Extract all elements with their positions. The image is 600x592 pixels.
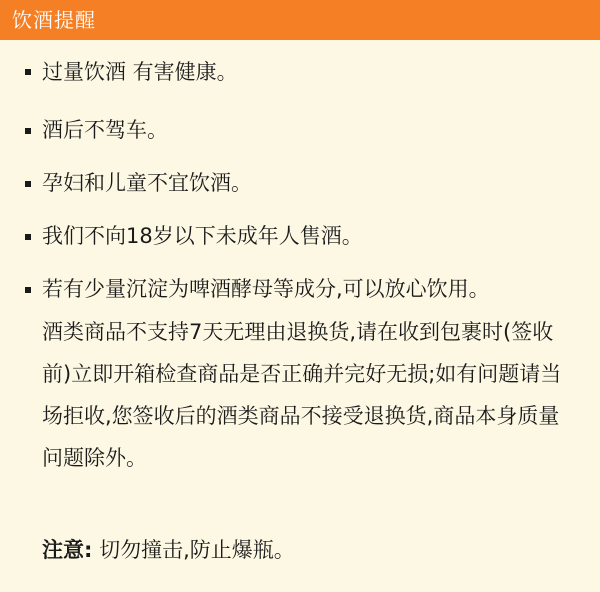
list-item-text: 我们不向18岁以下未成年人售酒。 — [42, 224, 363, 248]
return-policy-paragraph — [42, 311, 592, 479]
list-item — [0, 263, 600, 316]
square-bullet-icon — [25, 128, 31, 134]
square-bullet-icon — [25, 181, 31, 187]
list-item-text: 酒后不驾车。 — [42, 118, 168, 142]
square-bullet-icon — [25, 234, 31, 240]
reminder-list — [0, 40, 600, 316]
list-item-text: 若有少量沉淀为啤酒酵母等成分,可以放心饮用。 — [42, 277, 490, 301]
list-item — [0, 157, 600, 210]
policy-line: 前)立即开箱检查商品是否正确并完好无损;如有问题请当 — [42, 362, 562, 386]
list-item — [0, 104, 600, 157]
policy-line: 问题除外。 — [42, 446, 147, 470]
caution-text: 切勿撞击,防止爆瓶。 — [99, 538, 295, 562]
list-item — [0, 40, 600, 104]
list-item — [0, 210, 600, 263]
list-item-text: 过量饮酒 有害健康。 — [42, 60, 238, 84]
section-title: 饮酒提醒 — [12, 8, 96, 32]
policy-line: 酒类商品不支持7天无理由退换货,请在收到包裹时(签收 — [42, 320, 554, 344]
square-bullet-icon — [25, 287, 31, 293]
list-item-text: 孕妇和儿童不宜饮酒。 — [42, 171, 252, 195]
caution-note — [42, 530, 295, 570]
policy-line: 场拒收,您签收后的酒类商品不接受退换货,商品本身质量 — [42, 404, 560, 428]
section-header — [0, 0, 600, 40]
square-bullet-icon — [25, 69, 31, 75]
caution-label: 注意: — [42, 538, 93, 562]
